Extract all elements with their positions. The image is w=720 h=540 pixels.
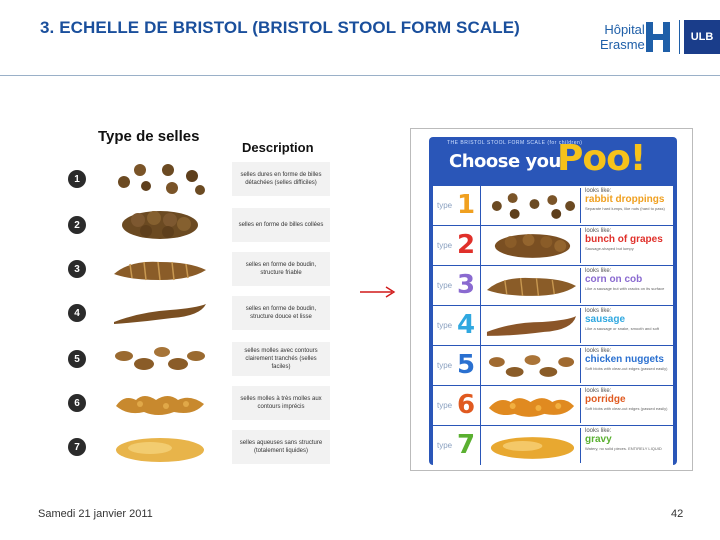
type-number-badge: 7 [68,438,86,456]
stool-row [62,384,332,422]
stool-row [62,340,332,378]
poo-subtitle: Like a sausage but with cracks on its surface [585,286,665,291]
stool-type-2-image [110,206,210,244]
poo-nickname: gravy [585,434,612,445]
hopital-erasme-logo [600,22,645,52]
poster-row [433,305,673,345]
poster-type-cell [433,306,481,345]
poster-type-1-image [483,188,581,223]
type-number: 4 [457,310,476,340]
stool-description: selles molles avec contours clairement tranchés (selles faciles) [232,342,330,376]
poster-description [585,428,673,464]
poo-subtitle: Soft blobs with clear-cut edges (passed easily) [585,366,668,371]
looks-like-label: looks like: [585,308,612,314]
looks-like-label: looks like: [585,228,612,234]
poo-subtitle: Separate hard lumps, like nuts (hard to pass) [585,206,665,211]
type-number: 6 [457,390,476,420]
poster-type-cell [433,266,481,305]
poster-type-6-image [483,388,581,423]
poster-type-cell [433,386,481,425]
stool-type-7-image [110,428,210,466]
footer-date: Samedi 21 janvier 2011 [38,508,153,520]
hospital-h-icon [644,20,672,54]
stool-description: selles dures en forme de billes détachées (selles difficiles) [232,162,330,196]
looks-like-label: looks like: [585,188,612,194]
logo-divider [679,20,680,54]
poster-type-5-image [483,348,581,383]
stool-description: selles en forme de boudin, structure douce et lisse [232,296,330,330]
type-word: type [437,281,453,290]
poster-row [433,225,673,265]
type-word: type [437,361,453,370]
looks-like-label: looks like: [585,428,612,434]
poster-description [585,268,673,304]
type-word: type [437,441,453,450]
type-word: type [437,241,453,250]
poster-row [433,345,673,385]
bristol-scale-french [62,118,332,474]
poster-description [585,188,673,224]
poo-nickname: rabbit droppings [585,194,665,205]
poster-panel [429,137,677,465]
poster-type-3-image [483,268,581,303]
poo-nickname: porridge [585,394,626,405]
type-number: 2 [457,230,476,260]
poster-poo-text: Poo! [557,138,646,179]
type-word: type [437,401,453,410]
stool-row [62,428,332,466]
poo-subtitle: Soft blobs with clear-cut edges (passed easily) [585,406,668,411]
poo-nickname: sausage [585,314,626,325]
choose-your-poo-poster [410,128,693,471]
poster-type-7-image [483,428,581,463]
looks-like-label: looks like: [585,388,612,394]
type-word: type [437,201,453,210]
poo-nickname: bunch of grapes [585,234,663,245]
stool-type-4-image [110,294,210,332]
red-arrow-icon [360,286,396,298]
poster-header [429,137,677,183]
logo-line-2: Erasme [600,37,645,52]
poster-type-cell [433,226,481,265]
stool-description: selles molles à très molles aux contours imprécis [232,386,330,420]
column-header-description: Description [242,140,314,155]
poster-row [433,185,673,225]
ulb-logo: ULB [684,20,720,54]
poo-nickname: chicken nuggets [585,354,664,365]
type-number-badge: 1 [68,170,86,188]
slide-title: 3. ECHELLE DE BRISTOL (BRISTOL STOOL FORM SCALE) [40,18,520,37]
poster-type-4-image [483,308,581,343]
type-number: 3 [457,270,476,300]
poster-description [585,228,673,264]
stool-description: selles en forme de boudin, structure friable [232,252,330,286]
poo-subtitle: Watery, no solid pieces. ENTIRELY LIQUID [585,446,662,451]
type-number: 7 [457,430,476,460]
stool-row [62,160,332,198]
type-number-badge: 6 [68,394,86,412]
logo-line-1: Hôpital [604,22,645,37]
poo-subtitle: Sausage-shaped but lumpy [585,246,634,251]
column-header-type: Type de selles [98,128,200,145]
page-number: 42 [671,508,684,520]
header-rule [0,75,720,76]
stool-row [62,294,332,332]
poo-subtitle: Like a sausage or snake, smooth and soft [585,326,660,331]
poo-nickname: corn on cob [585,274,643,285]
poster-type-2-image [483,228,581,263]
stool-description: selles aqueuses sans structure (totalement liquides) [232,430,330,464]
poster-choose-text: Choose your [449,151,570,172]
type-number-badge: 2 [68,216,86,234]
type-number-badge: 5 [68,350,86,368]
poster-type-cell [433,426,481,465]
stool-type-6-image [110,384,210,422]
poster-description [585,388,673,424]
type-number: 1 [457,190,476,220]
looks-like-label: looks like: [585,348,612,354]
stool-type-3-image [110,250,210,288]
stool-description: selles en forme de billes collées [232,208,330,242]
poster-row [433,385,673,425]
stool-type-5-image [110,340,210,378]
stool-row [62,250,332,288]
poster-row [433,425,673,465]
poster-description [585,308,673,344]
poster-tagline: THE BRISTOL STOOL FORM SCALE (for children) [447,140,583,146]
looks-like-label: looks like: [585,268,612,274]
poster-description [585,348,673,384]
type-number: 5 [457,350,476,380]
stool-row [62,206,332,244]
poster-type-cell [433,186,481,225]
poster-type-cell [433,346,481,385]
type-number-badge: 4 [68,304,86,322]
type-number-badge: 3 [68,260,86,278]
type-word: type [437,321,453,330]
poster-row [433,265,673,305]
stool-type-1-image [110,160,210,198]
